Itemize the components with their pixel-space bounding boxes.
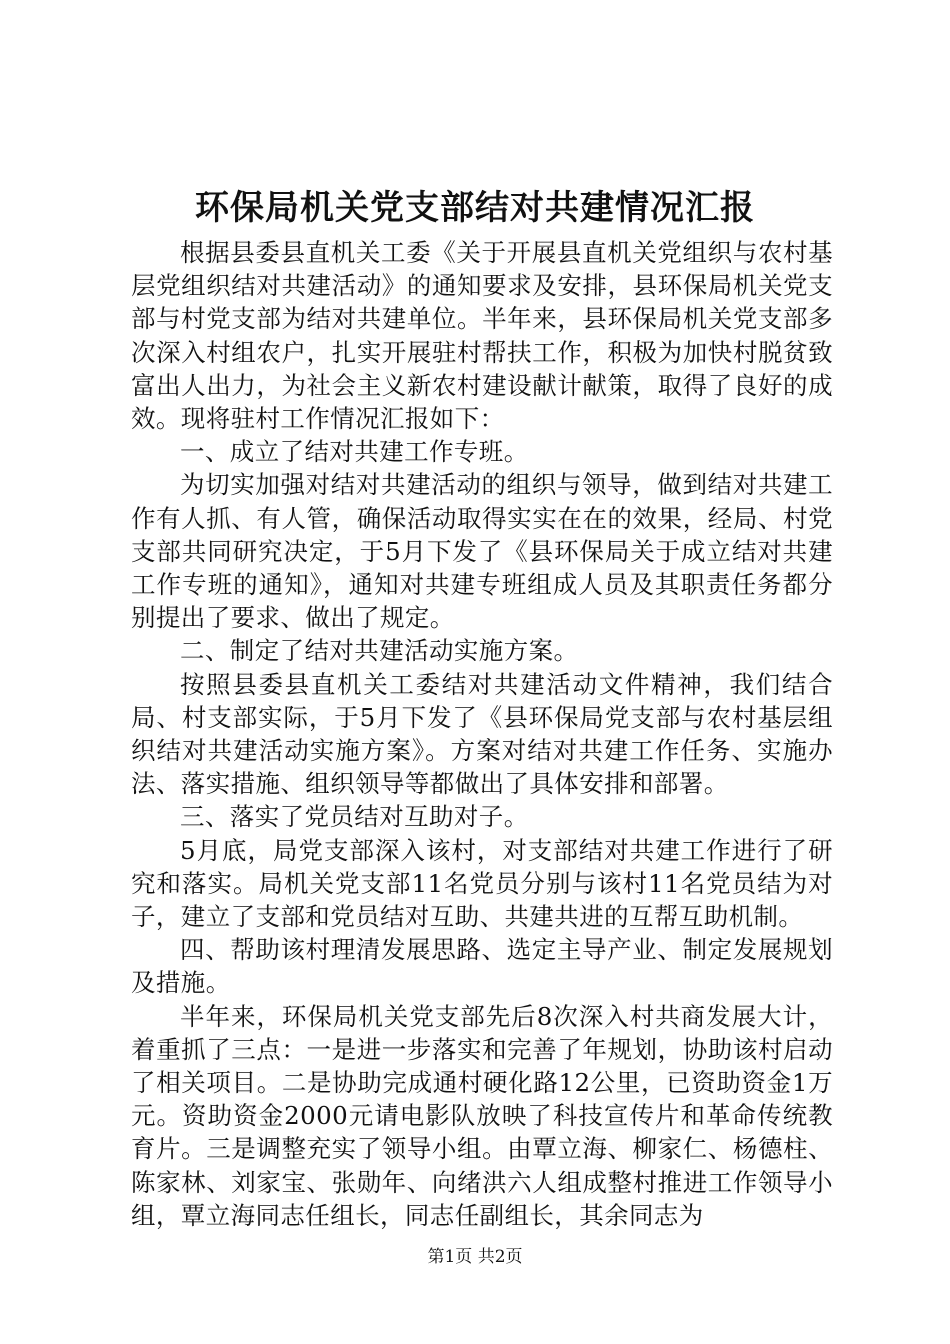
section-paragraph-3: 5月底，局党支部深入该村，对支部结对共建工作进行了研究和落实。局机关党支部11名党员分别与该村11名党员结为对子，建立了支部和党员结对互助、共建共进的互帮互助机制。	[131, 835, 833, 932]
page-footer: 第1页 共2页	[427, 1247, 523, 1267]
section-heading-1: 一、成立了结对共建工作专班。	[180, 437, 529, 467]
document-body	[131, 236, 833, 1232]
section-paragraph-4: 半年来，环保局机关党支部先后8次深入村共商发展大计，着重抓了三点：一是进一步落实和完善了年规划，协助该村启动了相关项目。二是协助完成通村硬化路12公里，已资助资金1万元。资助资金2000元请电影队放映了科技宣传片和革命传统教育片。三是调整充实了领导小组。由覃立海、柳家仁、杨德柱、陈家林、刘家宝、张勋年、向绪洪六人组成整村推进工作领导小组，覃立海同志任组长，同志任副组长，其余同志为	[131, 1001, 833, 1230]
section-paragraph-1: 为切实加强对结对共建活动的组织与领导，做到结对共建工作有人抓、有人管，确保活动取得实实在在的效果，经局、村党支部共同研究决定，于5月下发了《县环保局关于成立结对共建工作专班的通知》，通知对共建专班组成人员及其职责任务都分别提出了要求、做出了规定。	[131, 470, 833, 633]
document-title: 环保局机关党支部结对共建情况汇报	[195, 188, 755, 228]
section-heading-3: 三、落实了党员结对互助对子。	[180, 802, 529, 832]
section-heading-4: 四、帮助该村理清发展思路、选定主导产业、制定发展规划及措施。	[131, 935, 833, 998]
section-heading-2: 二、制定了结对共建活动实施方案。	[180, 636, 579, 666]
section-paragraph-2: 按照县委县直机关工委结对共建活动文件精神，我们结合局、村支部实际，于5月下发了《县环保局党支部与农村基层组织结对共建活动实施方案》。方案对结对共建工作任务、实施办法、落实措施、组织领导等都做出了具体安排和部署。	[131, 669, 833, 799]
intro-paragraph: 根据县委县直机关工委《关于开展县直机关党组织与农村基层党组织结对共建活动》的通知要求及安排，县环保局机关党支部与村党支部为结对共建单位。半年来，县环保局机关党支部多次深入村组农户，扎实开展驻村帮扶工作，积极为加快村脱贫致富出人出力，为社会主义新农村建设献计献策，取得了良好的成效。现将驻村工作情况汇报如下：	[131, 238, 833, 434]
